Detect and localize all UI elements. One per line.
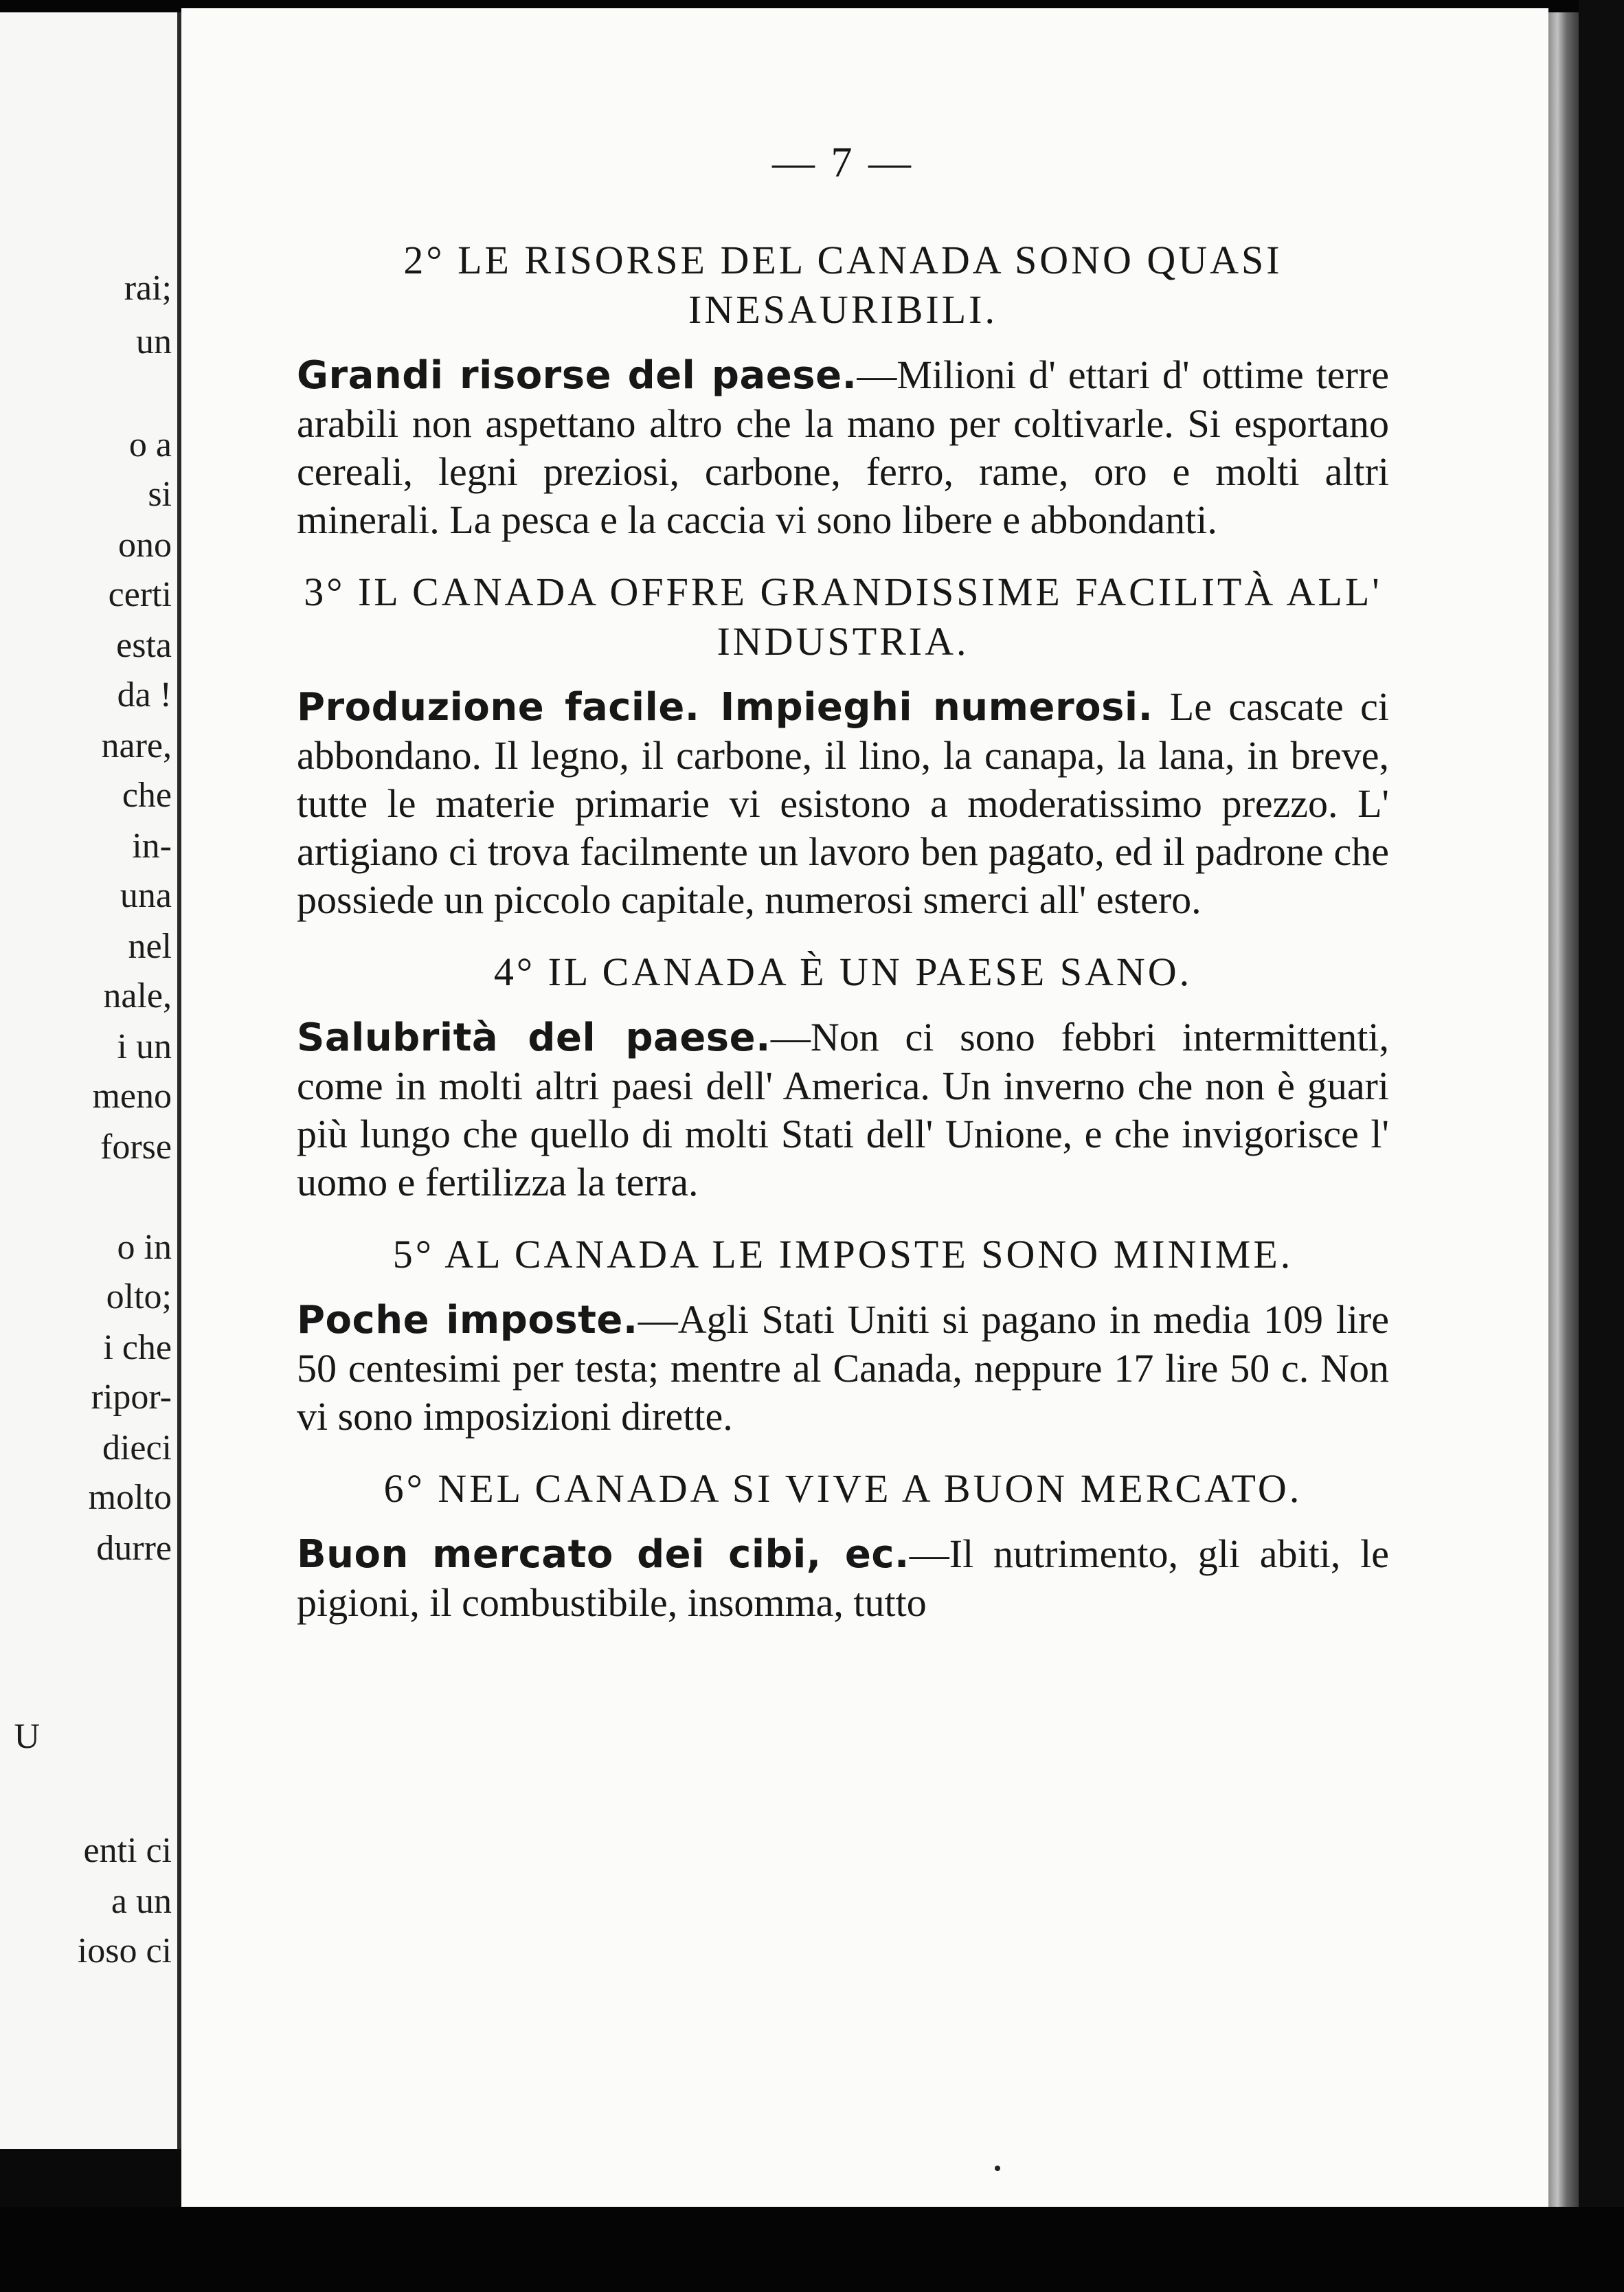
facing-page-fragment: rai;: [124, 269, 172, 308]
facing-page-fragment: una: [120, 876, 172, 915]
section-paragraph: [297, 1530, 1389, 1627]
section-heading: 3° IL CANADA OFFRE GRANDISSIME FACILITÀ ALL' INDUSTRIA.: [304, 570, 1382, 664]
facing-page-fragment: in-: [132, 827, 172, 866]
facing-page-fragment: a un: [111, 1882, 172, 1921]
facing-page-fragment: si: [148, 475, 172, 514]
facing-page-fragment: ono: [118, 526, 172, 565]
facing-page-fragment: ripor-: [91, 1378, 172, 1417]
facing-page-fragment: meno: [92, 1077, 172, 1116]
facing-page-fragment: o a: [128, 425, 172, 464]
facing-page-fragment: durre: [96, 1529, 172, 1568]
section-lead: Salubrità del paese.: [297, 1015, 771, 1060]
page-text: [297, 139, 1389, 1650]
page-number: — 7 —: [772, 139, 914, 186]
page-stack-edge: [1548, 12, 1579, 2223]
facing-page-fragment: enti ci: [83, 1831, 172, 1870]
section-lead: Produzione facile. Impieghi numerosi.: [297, 685, 1153, 730]
facing-page-fragment: olto;: [106, 1277, 172, 1316]
facing-page-fragment: dieci: [102, 1428, 172, 1468]
facing-page-fragment: ioso ci: [77, 1931, 172, 1970]
facing-page-fragment: o in: [117, 1228, 172, 1267]
facing-page-fragment: nale,: [103, 976, 172, 1015]
section-heading: 2° LE RISORSE DEL CANADA SONO QUASI INESAURIBILI.: [403, 238, 1283, 332]
facing-page-fragment: da !: [117, 675, 172, 715]
facing-page-fragment: un: [136, 322, 172, 361]
facing-page-fragment: molto: [88, 1478, 172, 1517]
section-body: —Il nutrimento, gli abiti, le pigioni, il combustibile, insomma, tutto: [297, 1531, 1389, 1625]
section-paragraph: [297, 351, 1389, 544]
ink-speck: [995, 2166, 1000, 2171]
facing-page-fragment: i un: [117, 1027, 172, 1066]
section-body: —Agli Stati Uniti si pagano in media 109 lire 50 centesimi per testa; mentre al Canada, neppure 17 lire 50 c. Non vi sono imposizioni dirette.: [297, 1297, 1389, 1439]
section-body: Le cascate ci abbondano. Il legno, il carbone, il lino, la canapa, la lana, in breve, tutte le materie primarie vi esistono a moderatissimo prezzo. L' artigiano ci trova facilmente un lavoro ben pagato, ed il padrone che possiede un piccolo capitale, numerosi smerci all' estero.: [297, 684, 1390, 922]
scan-bottom-border: [0, 2207, 1624, 2292]
facing-page-fragment: nare,: [101, 726, 172, 765]
section-paragraph: [297, 1296, 1389, 1441]
section-lead: Buon mercato dei cibi, ec.: [297, 1532, 910, 1577]
section-lead: Poche imposte.: [297, 1298, 638, 1342]
section-heading: 6° NEL CANADA SI VIVE A BUON MERCATO.: [383, 1466, 1302, 1511]
facing-page-fragment: U: [14, 1717, 40, 1756]
facing-page-fragment: i che: [103, 1328, 172, 1367]
section-body: —Non ci sono febbri intermittenti, come in molti altri paesi dell' America. Un inverno che non è guari più lungo che quello di molti Stati dell' Unione, e che invigorisce l' uomo e fertilizza la terra.: [297, 1015, 1389, 1204]
scan-right-border: [1579, 0, 1624, 2292]
section-paragraph: [297, 683, 1389, 924]
facing-page-fragment: che: [122, 776, 172, 815]
facing-page-fragment: esta: [116, 626, 172, 665]
book-page: [181, 8, 1548, 2207]
section-heading: 5° AL CANADA LE IMPOSTE SONO MINIME.: [392, 1232, 1294, 1277]
facing-page-fragment: forse: [100, 1127, 172, 1167]
section-paragraph: [297, 1013, 1389, 1206]
section-heading: 4° IL CANADA È UN PAESE SANO.: [493, 950, 1193, 994]
section-lead: Grandi risorse del paese.: [297, 353, 857, 398]
facing-page-fragment: nel: [128, 927, 172, 966]
facing-page-fragment: certi: [108, 575, 172, 614]
facing-page: [0, 12, 181, 2149]
section-body: —Milioni d' ettari d' ottime terre arabili non aspettano altro che la mano per coltivarle. Si esportano cereali, legni preziosi, carbone, ferro, rame, oro e molti altri minerali. La pesca e la caccia vi sono libere e abbondanti.: [297, 352, 1389, 542]
